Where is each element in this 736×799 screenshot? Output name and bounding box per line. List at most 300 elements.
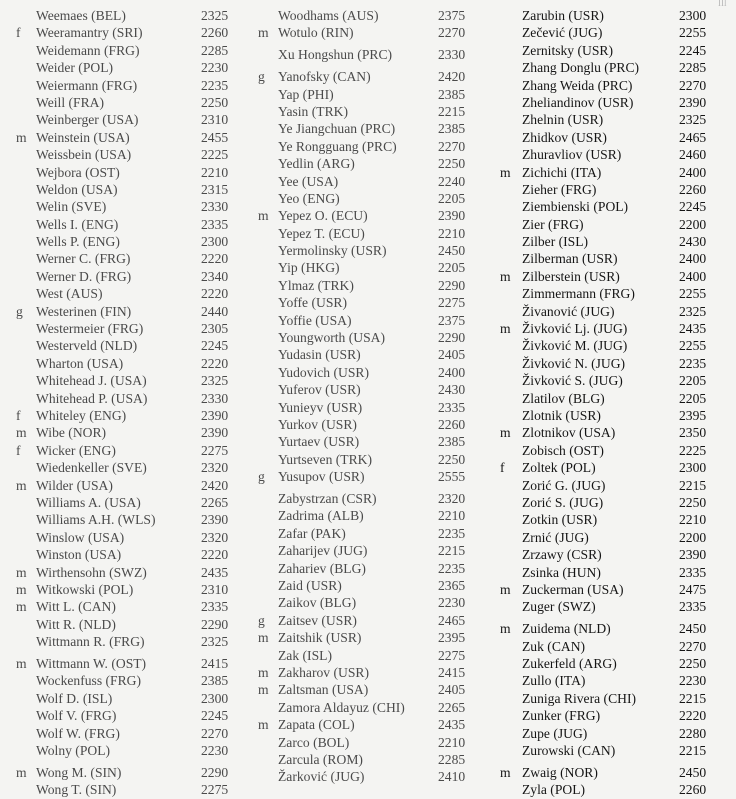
column-1 (16, 7, 244, 799)
player-name: Zak (ISL) (278, 647, 332, 663)
player-row (500, 494, 726, 511)
player-row (16, 111, 244, 128)
player-row (258, 155, 490, 172)
player-name: Zhidkov (USR) (522, 129, 607, 145)
player-rating: 2450 (438, 243, 466, 259)
player-rating: 2390 (201, 407, 229, 423)
player-row (500, 459, 726, 476)
player-row (500, 24, 726, 41)
player-row (500, 725, 726, 742)
player-name: Živković Lj. (JUG) (522, 321, 628, 337)
player-name: Woodhams (AUS) (278, 8, 379, 23)
player-row (16, 764, 244, 781)
player-name: Witt R. (NLD) (36, 616, 116, 632)
player-row (258, 138, 490, 155)
player-row (16, 94, 244, 111)
player-name: Zyla (POL) (522, 782, 586, 798)
player-name: Weill (FRA) (36, 94, 105, 110)
player-name: Zotkin (USR) (522, 512, 598, 528)
player-rating: 2260 (438, 416, 466, 432)
player-name: Zieher (FRG) (522, 181, 597, 197)
player-rating: 2435 (201, 564, 229, 580)
player-rating: 2335 (201, 599, 229, 615)
player-row (500, 690, 726, 707)
player-name: Yuferov (USR) (278, 382, 361, 398)
player-row (500, 372, 726, 389)
player-row (16, 690, 244, 707)
player-name: Zrnić (JUG) (522, 529, 589, 545)
player-name: West (AUS) (36, 286, 103, 302)
player-name: Whiteley (ENG) (36, 407, 127, 423)
player-title: m (258, 664, 269, 680)
player-row (16, 494, 244, 511)
player-row (258, 399, 490, 416)
player-rating: 2400 (679, 164, 707, 180)
player-row (258, 507, 490, 524)
player-rating: 2270 (201, 725, 229, 741)
player-name: Wotulo (RIN) (278, 25, 354, 41)
player-title: m (500, 581, 511, 597)
player-title: m (16, 764, 27, 780)
player-rating: 2385 (201, 673, 229, 689)
player-row (500, 598, 726, 615)
player-name: Zuk (CAN) (522, 638, 586, 654)
player-name: Zuidema (NLD) (522, 621, 611, 637)
player-rating: 2330 (201, 390, 229, 406)
player-row (16, 459, 244, 476)
player-rating: 2290 (438, 277, 466, 293)
player-name: Zobisch (OST) (522, 442, 604, 458)
player-title: m (16, 581, 27, 597)
player-row (16, 581, 244, 598)
player-row (500, 424, 726, 441)
player-row (258, 433, 490, 450)
player-rating: 2385 (438, 121, 466, 137)
player-name: Winslow (USA) (36, 529, 125, 545)
player-name: Zilberman (USR) (522, 251, 618, 267)
player-row (258, 277, 490, 294)
player-rating: 2325 (201, 634, 229, 650)
player-rating: 2395 (679, 407, 707, 423)
player-row (258, 381, 490, 398)
player-name: Ye Jiangchuan (PRC) (278, 121, 396, 137)
player-row (258, 716, 490, 733)
player-name: Yunieyv (USR) (278, 399, 363, 415)
player-row (258, 647, 490, 664)
player-row (500, 511, 726, 528)
player-row (16, 633, 244, 650)
player-rating: 2210 (438, 508, 466, 524)
player-name: Yoffe (USR) (278, 295, 347, 311)
player-name: Ye Rongguang (PRC) (278, 138, 397, 154)
player-row (500, 638, 726, 655)
column-2 (258, 7, 490, 786)
player-row (500, 477, 726, 494)
player-name: Westerveld (NLD) (36, 338, 138, 354)
player-row (16, 285, 244, 302)
player-rating: 2390 (201, 425, 229, 441)
player-rating: 2390 (679, 94, 707, 110)
player-name: Wibe (NOR) (36, 425, 107, 441)
player-rating: 2450 (679, 621, 707, 637)
player-rating: 2250 (201, 94, 229, 110)
player-rating: 2405 (438, 347, 466, 363)
player-title: m (500, 621, 511, 637)
player-row (16, 303, 244, 320)
player-row (500, 620, 726, 637)
player-rating: 2250 (679, 494, 707, 510)
player-rating: 2290 (201, 764, 229, 780)
player-row (16, 42, 244, 59)
player-name: Whitehead P. (USA) (36, 390, 148, 406)
player-name: Zimmermann (FRG) (522, 286, 635, 302)
player-rating: 2325 (201, 373, 229, 389)
player-rating: 2465 (438, 612, 466, 628)
player-rating: 2220 (201, 251, 229, 267)
player-row (16, 725, 244, 742)
player-row (500, 94, 726, 111)
player-row (258, 734, 490, 751)
player-rating: 2215 (679, 690, 707, 706)
player-rating: 2220 (201, 355, 229, 371)
player-name: Zabystrzan (CSR) (278, 491, 377, 507)
player-row (258, 68, 490, 85)
player-title: m (258, 717, 269, 733)
player-row (16, 129, 244, 146)
player-row (500, 181, 726, 198)
player-rating: 2235 (679, 355, 707, 371)
player-row (16, 477, 244, 494)
player-row (500, 77, 726, 94)
player-name: Yepez O. (ECU) (278, 208, 368, 224)
player-name: Zapata (COL) (278, 717, 355, 733)
player-rating: 2275 (438, 647, 466, 663)
player-row (258, 103, 490, 120)
player-rating: 2280 (679, 725, 707, 741)
player-name: Yee (USA) (278, 173, 339, 189)
player-name: Zarcula (ROM) (278, 751, 363, 767)
player-rating: 2270 (679, 638, 707, 654)
player-rating: 2285 (201, 42, 229, 58)
player-row (500, 233, 726, 250)
player-rating: 2400 (679, 251, 707, 267)
player-rating: 2260 (679, 782, 707, 798)
player-row (16, 546, 244, 563)
player-rating: 2210 (201, 164, 229, 180)
player-title: m (258, 25, 269, 41)
player-name: Yudovich (USR) (278, 364, 370, 380)
player-name: Zaitsev (USR) (278, 612, 357, 628)
player-title: m (500, 268, 511, 284)
player-name: Zahariev (BLG) (278, 560, 366, 576)
player-name: Welin (SVE) (36, 199, 107, 215)
player-title: m (500, 764, 511, 780)
player-row (16, 407, 244, 424)
player-rating: 2450 (679, 764, 707, 780)
player-row (258, 173, 490, 190)
player-row (500, 707, 726, 724)
player-rating: 2270 (438, 25, 466, 41)
player-row (258, 312, 490, 329)
player-rating: 2275 (201, 782, 229, 798)
player-row (16, 320, 244, 337)
player-name: Zupe (JUG) (522, 725, 588, 741)
column-3 (500, 7, 726, 799)
player-row (258, 468, 490, 485)
player-row (258, 24, 490, 41)
player-title: m (500, 321, 511, 337)
player-rating: 2265 (438, 699, 466, 715)
player-rating: 2245 (679, 42, 707, 58)
player-name: Wirthensohn (SWZ) (36, 564, 147, 580)
player-row (16, 742, 244, 759)
player-name: Ziembienski (POL) (522, 199, 629, 215)
player-rating: 2255 (679, 338, 707, 354)
player-row (258, 329, 490, 346)
player-name: Zhelnin (USR) (522, 112, 604, 128)
player-row (258, 190, 490, 207)
player-name: Zaid (USR) (278, 578, 342, 593)
player-rating: 2300 (201, 234, 229, 250)
player-name: Yurkov (USR) (278, 416, 357, 432)
player-name: Weissbein (USA) (36, 147, 132, 163)
player-name: Zhang Donglu (PRC) (522, 60, 640, 76)
player-rating: 2235 (438, 525, 466, 541)
player-row (258, 242, 490, 259)
player-row (16, 564, 244, 581)
player-row (258, 225, 490, 242)
player-row (16, 233, 244, 250)
player-rating: 2430 (679, 234, 707, 250)
player-rating: 2290 (438, 330, 466, 346)
player-name: Weidemann (FRG) (36, 42, 140, 58)
player-rating: 2340 (201, 268, 229, 284)
player-rating: 2385 (438, 86, 466, 102)
player-rating: 2235 (438, 560, 466, 576)
player-row (500, 742, 726, 759)
player-name: Yedlin (ARG) (278, 156, 355, 172)
player-row (16, 616, 244, 633)
player-row (500, 42, 726, 59)
player-rating: 2300 (201, 690, 229, 706)
player-name: Zunker (FRG) (522, 708, 601, 724)
player-rating: 2250 (679, 655, 707, 671)
player-name: Zakharov (USR) (278, 664, 369, 680)
player-rating: 2310 (201, 581, 229, 597)
player-name: Živković M. (JUG) (522, 338, 628, 354)
player-rating: 2230 (679, 673, 707, 689)
player-rating: 2205 (438, 260, 466, 276)
player-title: m (16, 129, 27, 145)
player-title: g (258, 69, 265, 85)
player-rating: 2270 (679, 77, 707, 93)
player-row (500, 216, 726, 233)
player-name: Williams A.H. (WLS) (36, 512, 156, 528)
player-row (258, 294, 490, 311)
player-name: Zheliandinov (USR) (522, 94, 634, 110)
player-row (258, 612, 490, 629)
player-name: Weinberger (USA) (36, 112, 139, 128)
player-row (500, 407, 726, 424)
player-row (16, 59, 244, 76)
player-row (16, 337, 244, 354)
player-row (258, 451, 490, 468)
player-rating: 2200 (679, 529, 707, 545)
player-rating: 2290 (201, 616, 229, 632)
player-name: Youngworth (USA) (278, 330, 386, 346)
player-rating: 2320 (201, 529, 229, 545)
player-name: Wong T. (SIN) (36, 782, 117, 798)
player-name: Weider (POL) (36, 60, 114, 76)
player-row (258, 46, 490, 63)
player-name: Yasin (TRK) (278, 103, 348, 119)
player-row (258, 7, 490, 24)
player-title: m (500, 425, 511, 441)
player-name: Williams A. (USA) (36, 494, 141, 510)
player-name: Ylmaz (TRK) (278, 277, 354, 293)
player-name: Zaikov (BLG) (278, 595, 357, 611)
player-rating: 2390 (438, 208, 466, 224)
player-name: Zullo (ITA) (522, 673, 586, 689)
player-row (258, 120, 490, 137)
player-rating: 2250 (438, 451, 466, 467)
player-name: Zorić S. (JUG) (522, 494, 604, 510)
player-row (16, 77, 244, 94)
player-row (258, 542, 490, 559)
player-name: Zhuravliov (USR) (522, 147, 622, 163)
player-row (258, 629, 490, 646)
player-name: Wolf D. (ISL) (36, 690, 113, 706)
player-row (16, 707, 244, 724)
player-title: g (16, 303, 23, 319)
player-name: Zrzawy (CSR) (522, 547, 602, 563)
player-name: Yurtseven (TRK) (278, 451, 373, 467)
player-name: Zaharijev (JUG) (278, 543, 368, 559)
player-rating: 2205 (679, 373, 707, 389)
player-rating: 2285 (438, 751, 466, 767)
player-title: m (16, 599, 27, 615)
player-name: Weiermann (FRG) (36, 77, 138, 93)
player-row (16, 655, 244, 672)
player-row (500, 129, 726, 146)
player-rating: 2395 (438, 630, 466, 646)
player-rating: 2375 (438, 8, 466, 23)
player-name: Weinstein (USA) (36, 129, 130, 145)
player-row (500, 320, 726, 337)
player-rating: 2285 (679, 60, 707, 76)
player-name: Zernitsky (USR) (522, 42, 613, 58)
player-rating: 2390 (201, 512, 229, 528)
player-name: Zilber (ISL) (522, 234, 589, 250)
player-name: Žarković (JUG) (278, 769, 365, 785)
player-row (258, 364, 490, 381)
player-rating: 2335 (438, 399, 466, 415)
player-row (500, 564, 726, 581)
player-rating: 2335 (201, 216, 229, 232)
player-row (258, 699, 490, 716)
player-title: f (16, 407, 21, 423)
player-title: m (258, 682, 269, 698)
player-row (16, 672, 244, 689)
player-rating: 2315 (201, 181, 229, 197)
player-rating: 2475 (679, 581, 707, 597)
player-title: m (500, 164, 511, 180)
player-row (16, 424, 244, 441)
player-name: Winston (USA) (36, 547, 122, 563)
player-rating: 2420 (438, 69, 466, 85)
player-row (16, 24, 244, 41)
player-row (500, 285, 726, 302)
player-rating: 2260 (679, 181, 707, 197)
player-row (258, 346, 490, 363)
player-name: Witt L. (CAN) (36, 599, 116, 615)
player-rating: 2435 (679, 321, 707, 337)
player-rating: 2210 (679, 512, 707, 528)
player-row (500, 355, 726, 372)
player-name: Zarubin (USR) (522, 8, 604, 23)
player-name: Xu Hongshun (PRC) (278, 47, 393, 63)
player-rating: 2275 (438, 295, 466, 311)
player-name: Wolny (POL) (36, 742, 111, 758)
player-row (500, 442, 726, 459)
player-row (500, 7, 726, 24)
player-row (16, 181, 244, 198)
player-name: Wells I. (ENG) (36, 216, 119, 232)
player-title: m (16, 477, 27, 493)
player-rating: 2405 (438, 682, 466, 698)
player-name: Wilder (USA) (36, 477, 113, 493)
player-rating: 2300 (679, 460, 707, 476)
player-rating: 2335 (679, 564, 707, 580)
player-title: g (258, 469, 265, 485)
player-name: Wittmann W. (OST) (36, 655, 147, 671)
player-rating: 2225 (679, 442, 707, 458)
player-row (500, 59, 726, 76)
player-name: Yeo (ENG) (278, 190, 340, 206)
player-name: Zarco (BOL) (278, 734, 350, 750)
player-rating: 2300 (679, 8, 707, 23)
player-title: m (258, 630, 269, 646)
player-row (500, 390, 726, 407)
player-rating: 2305 (201, 321, 229, 337)
player-row (258, 577, 490, 594)
player-row (500, 764, 726, 781)
player-rating: 2400 (679, 268, 707, 284)
player-rating: 2390 (679, 547, 707, 563)
player-name: Yermolinsky (USR) (278, 243, 387, 259)
player-name: Yoffie (USA) (278, 312, 352, 328)
player-name: Wicker (ENG) (36, 442, 116, 458)
player-rating: 2235 (201, 77, 229, 93)
player-rating: 2435 (438, 717, 466, 733)
player-row (500, 111, 726, 128)
player-name: Wittmann R. (FRG) (36, 634, 145, 650)
player-name: Živanović (JUG) (522, 303, 615, 319)
player-row (258, 259, 490, 276)
player-rating: 2220 (679, 708, 707, 724)
player-name: Yanofsky (CAN) (278, 69, 371, 85)
player-row (16, 390, 244, 407)
player-name: Werner D. (FRG) (36, 268, 132, 284)
player-rating: 2455 (201, 129, 229, 145)
player-name: Zurowski (CAN) (522, 742, 616, 758)
player-name: Zukerfeld (ARG) (522, 655, 617, 671)
player-rating: 2410 (438, 769, 466, 785)
player-rating: 2205 (438, 190, 466, 206)
player-row (258, 207, 490, 224)
player-row (258, 768, 490, 785)
player-rating: 2220 (201, 286, 229, 302)
